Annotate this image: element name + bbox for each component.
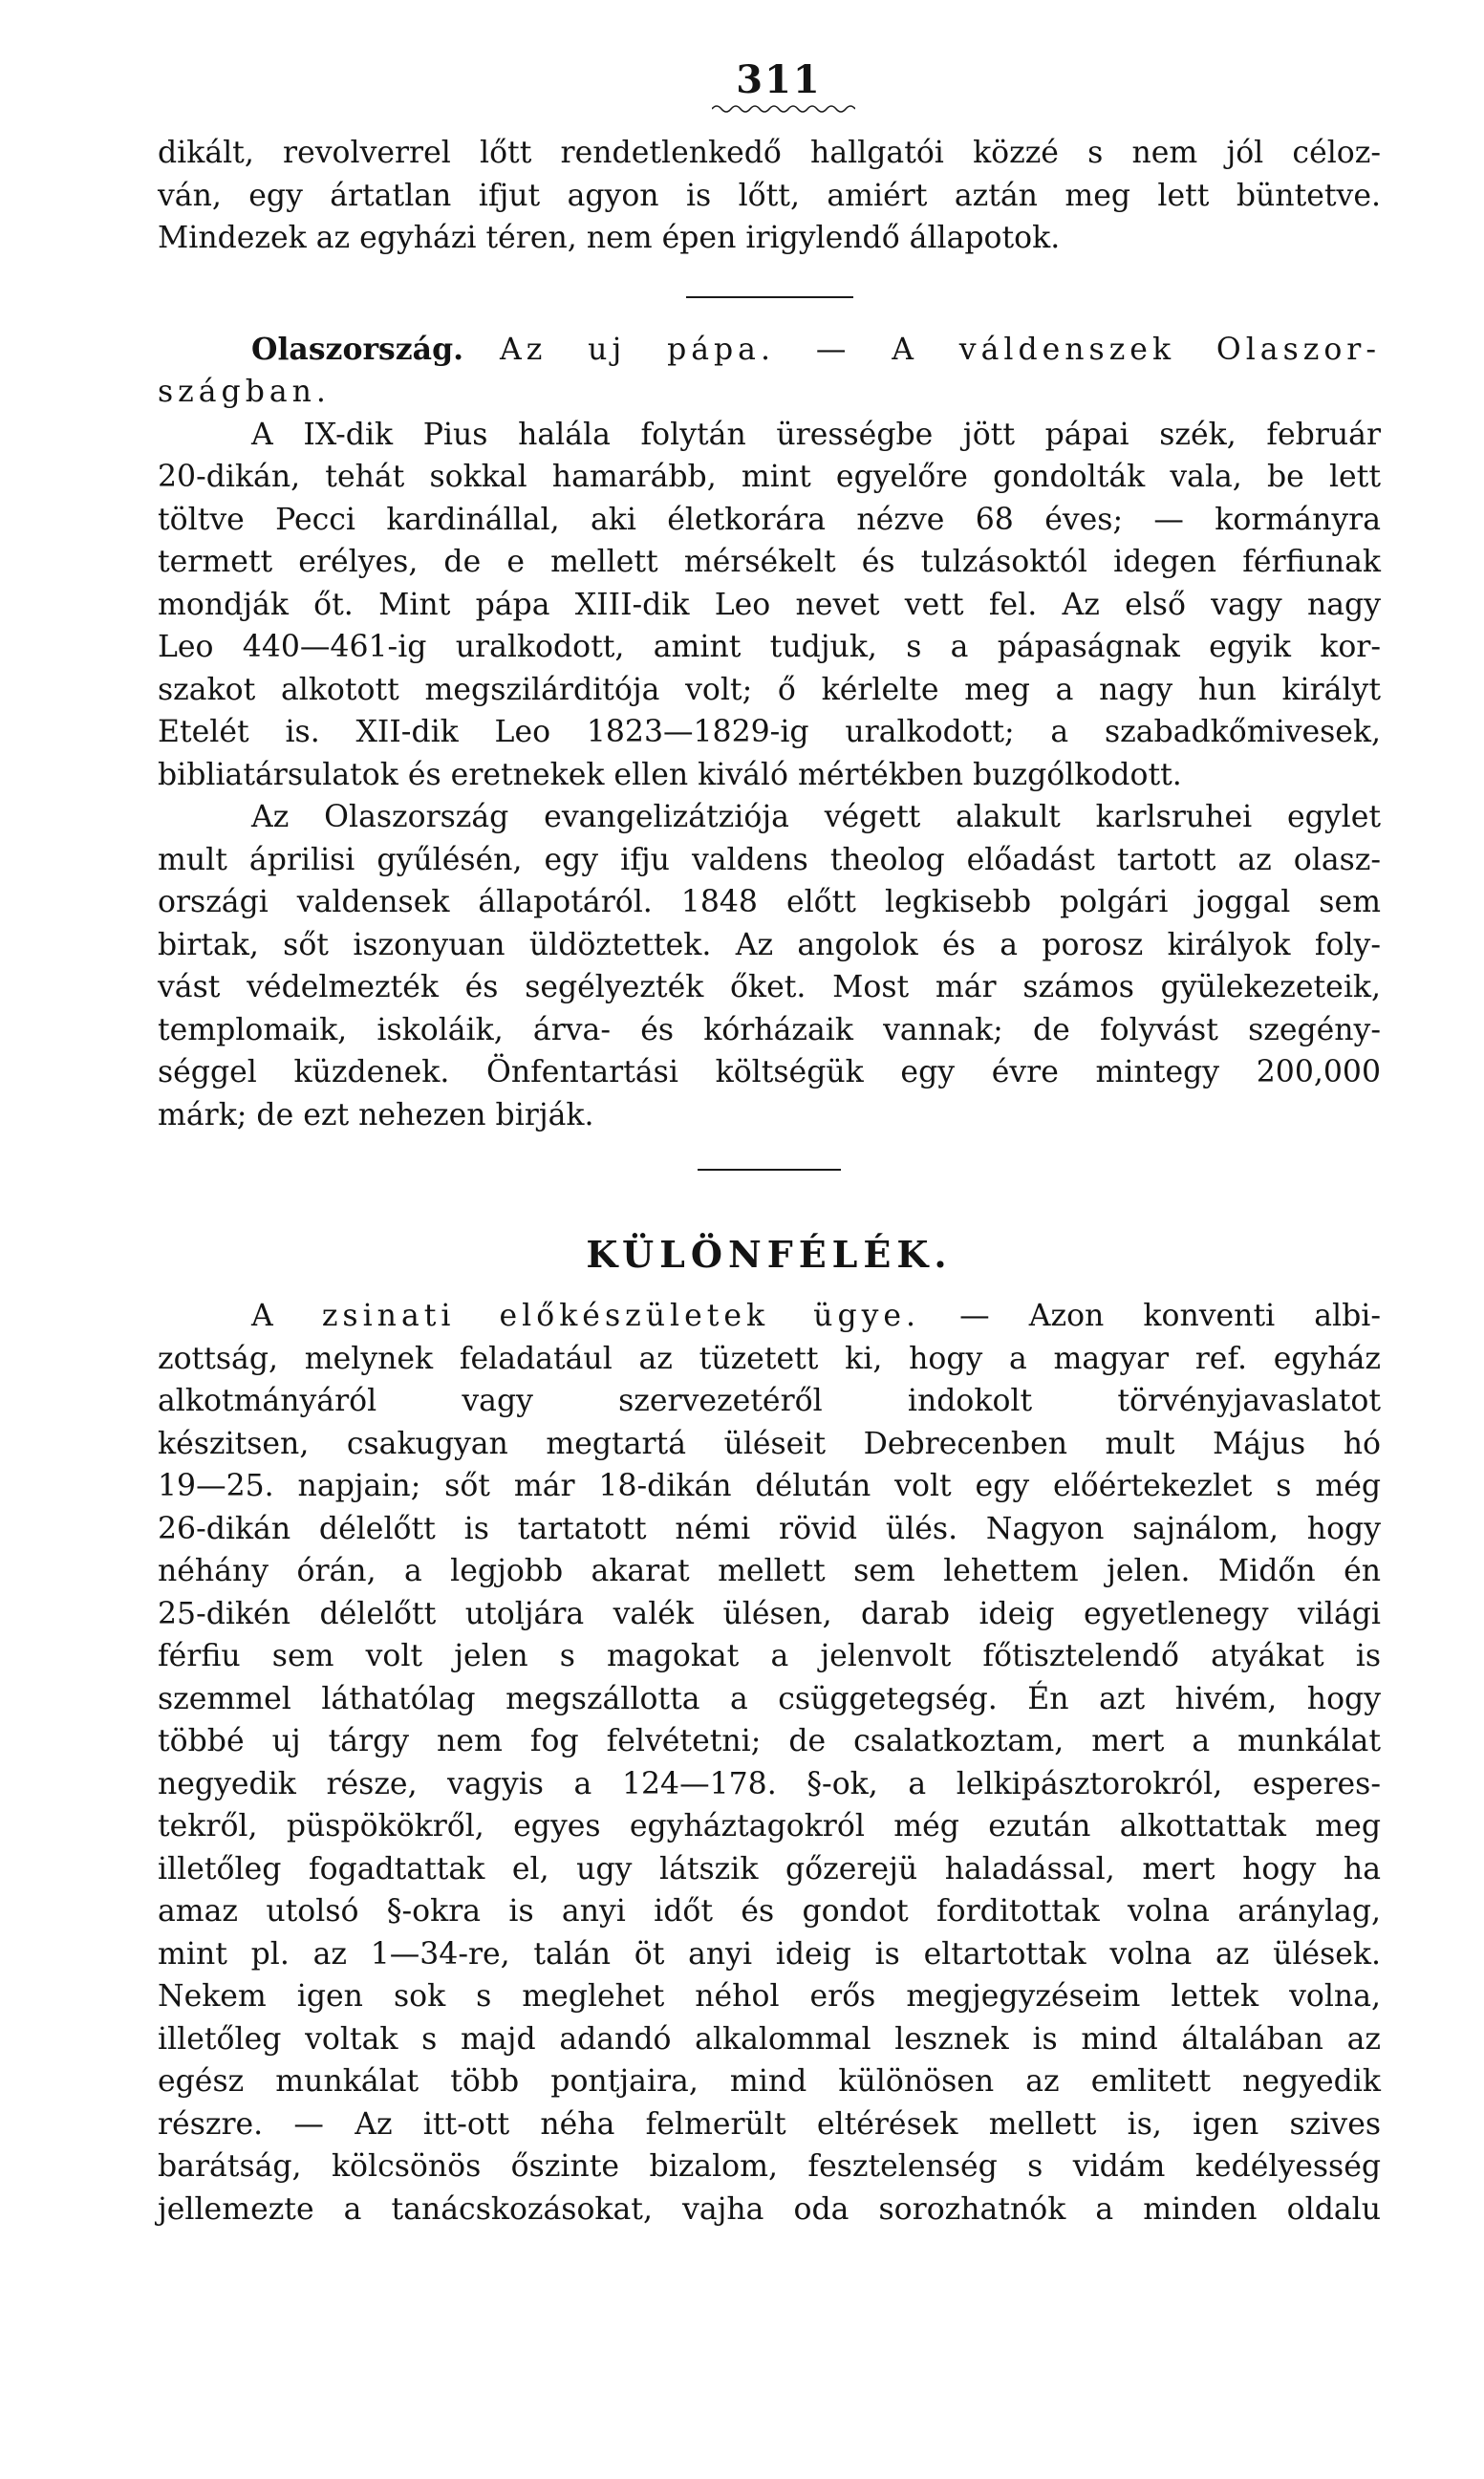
text-line: barátság, kölcsönös őszinte bizalom, fesztelenség s vidám kedélyesség <box>158 2149 1381 2184</box>
text-line: szakot alkotott megszilárditója volt; ő kérlelte meg a nagy hun királyt <box>158 672 1381 707</box>
text-line: 19—25. napjain; sőt már 18-dikán délután volt egy előértekezlet s még <box>158 1469 1381 1503</box>
text-line: országi valdensek állapotáról. 1848 előtt legkisebb polgári joggal sem <box>158 885 1381 919</box>
misc-first-line <box>158 1295 1381 1338</box>
text-line: séggel küzdenek. Önfentartási költségük egy évre mintegy 200,000 <box>158 1055 1381 1089</box>
text-line: férfiu sem volt jelen s magokat a jelenvolt főtisztelendő atyákat is <box>158 1639 1381 1673</box>
text-line: 25-dikén délelőtt utoljára valék ülésen, darab ideig egyetlenegy világi <box>158 1596 1381 1631</box>
text-line: dikált, revolverrel lőtt rendetlenkedő hallgatói közzé s nem jól céloz- <box>158 136 1381 170</box>
text-line: Etelét is. XII-dik Leo 1823—1829-ig uralkodott; a szabadkőmivesek, <box>158 715 1381 749</box>
text-line: szemmel láthatólag megszállotta a csüggetegség. Én azt hivém, hogy <box>158 1681 1381 1716</box>
text-line: mondják őt. Mint pápa XIII-dik Leo nevet vett fel. Az első vagy nagy <box>158 587 1381 622</box>
text-line: Nekem igen sok s meglehet néhol erős megjegyzéseim lettek volna, <box>158 1979 1381 2014</box>
text-line: töltve Pecci kardinállal, aki életkorára nézve 68 éves; — kormányra <box>158 502 1381 537</box>
document-page <box>158 57 1381 2231</box>
italy-heading-country: Olaszország. <box>251 331 464 367</box>
italy-heading-topics: Az uj pápa. — A váldenszek Olaszor- <box>499 332 1382 367</box>
text-line: bibliatársulatok és eretnekek ellen kiváló mértékben buzgólkodott. <box>158 757 1182 792</box>
text-line: templomaik, iskoláik, árva- és kórházaik vannak; de folyvást szegény- <box>158 1012 1381 1047</box>
text-line: amaz utolsó §-okra is anyi időt és gondot forditottak volna aránylag, <box>158 1894 1381 1929</box>
text-line: márk; de ezt nehezen birják. <box>158 1097 594 1132</box>
text-line: A IX-dik Pius halála folytán ürességbe jött pápai szék, február <box>251 417 1381 452</box>
text-line: néhány órán, a legjobb akarat mellett sem lehettem jelen. Midőn én <box>158 1554 1381 1588</box>
text-line: vást védelmezték és segélyezték őket. Most már számos gyülekezeteik, <box>158 970 1381 1004</box>
text-line: birtak, sőt iszonyuan üldöztettek. Az angolok és a porosz királyok foly- <box>158 927 1381 962</box>
text-line: alkotmányáról vagy szervezetéről indokolt törvényjavaslatot <box>158 1384 1381 1418</box>
text-line: készitsen, csakugyan megtartá üléseit Debrecenben mult Május hó <box>158 1426 1381 1461</box>
intro-paragraph <box>158 132 1381 260</box>
italy-heading-line <box>158 329 1381 372</box>
section-divider <box>686 296 853 298</box>
text-line: egész munkálat több pontjaira, mind különösen az emlitett negyedik <box>158 2064 1381 2099</box>
text-line: 26-dikán délelőtt is tartatott némi rövid ülés. Nagyon sajnálom, hogy <box>158 1511 1381 1546</box>
text-line: illetőleg voltak s majd adandó alkalommal lesznek is mind általában az <box>158 2021 1381 2057</box>
section-title-kulonfelek: KÜLÖNFÉLÉK. <box>586 1233 953 1276</box>
text-line: ván, egy ártatlan ifjut agyon is lőtt, amiért aztán meg lett büntetve. <box>158 178 1381 213</box>
text-line: jellemezte a tanácskozásokat, vajha oda sorozhatnók a minden oldalu <box>158 2191 1381 2227</box>
italy-section <box>158 329 1381 1137</box>
text-line: zottság, melynek feladatául az tüzetett ki, hogy a magyar ref. egyház <box>158 1341 1381 1376</box>
misc-lead-spaced: A zsinati előkészületek ügye. <box>251 1299 921 1333</box>
misc-section <box>158 1295 1381 2231</box>
wavy-rule-ornament <box>712 103 855 115</box>
text-line: tekről, püspökökről, egyes egyháztagokról még ezután alkottattak meg <box>158 1809 1381 1843</box>
page-number: 311 <box>736 57 822 102</box>
text-line: 20-dikán, tehát sokkal hamarább, mint egyelőre gondolták vala, be lett <box>158 460 1381 494</box>
text-line: Az Olaszország evangelizátziója végett alakult karlsruhei egylet <box>251 800 1381 834</box>
text-line: részre. — Az itt-ott néha felmerült eltérések mellett is, igen szives <box>158 2106 1381 2142</box>
section-divider <box>698 1169 841 1171</box>
text-line: mint pl. az 1—34-re, talán öt anyi ideig is eltartottak volna az ülések. <box>158 1936 1381 1972</box>
text-line: illetőleg fogadtattak el, ugy látszik gőzerejü haladással, mert hogy ha <box>158 1851 1381 1886</box>
text-line: termett erélyes, de e mellett mérsékelt és tulzásoktól idegen férfiunak <box>158 545 1381 579</box>
misc-lead-rest: — Azon konventi albi- <box>959 1299 1382 1333</box>
text-line: negyedik része, vagyis a 124—178. §-ok, a lelkipásztorokról, esperes- <box>158 1766 1381 1801</box>
text-line: mult áprilisi gyűlésén, egy ifju valdens theolog előadást tartott az olasz- <box>158 842 1381 877</box>
italy-heading-continuation: szágban. <box>158 375 331 409</box>
text-line: Mindezek az egyházi téren, nem épen irigylendő állapotok. <box>158 221 1061 255</box>
text-line: többé uj tárgy nem fog felvétetni; de csalatkoztam, mert a munkálat <box>158 1724 1381 1758</box>
text-line: Leo 440—461-ig uralkodott, amint tudjuk, s a pápaságnak egyik kor- <box>158 630 1381 664</box>
